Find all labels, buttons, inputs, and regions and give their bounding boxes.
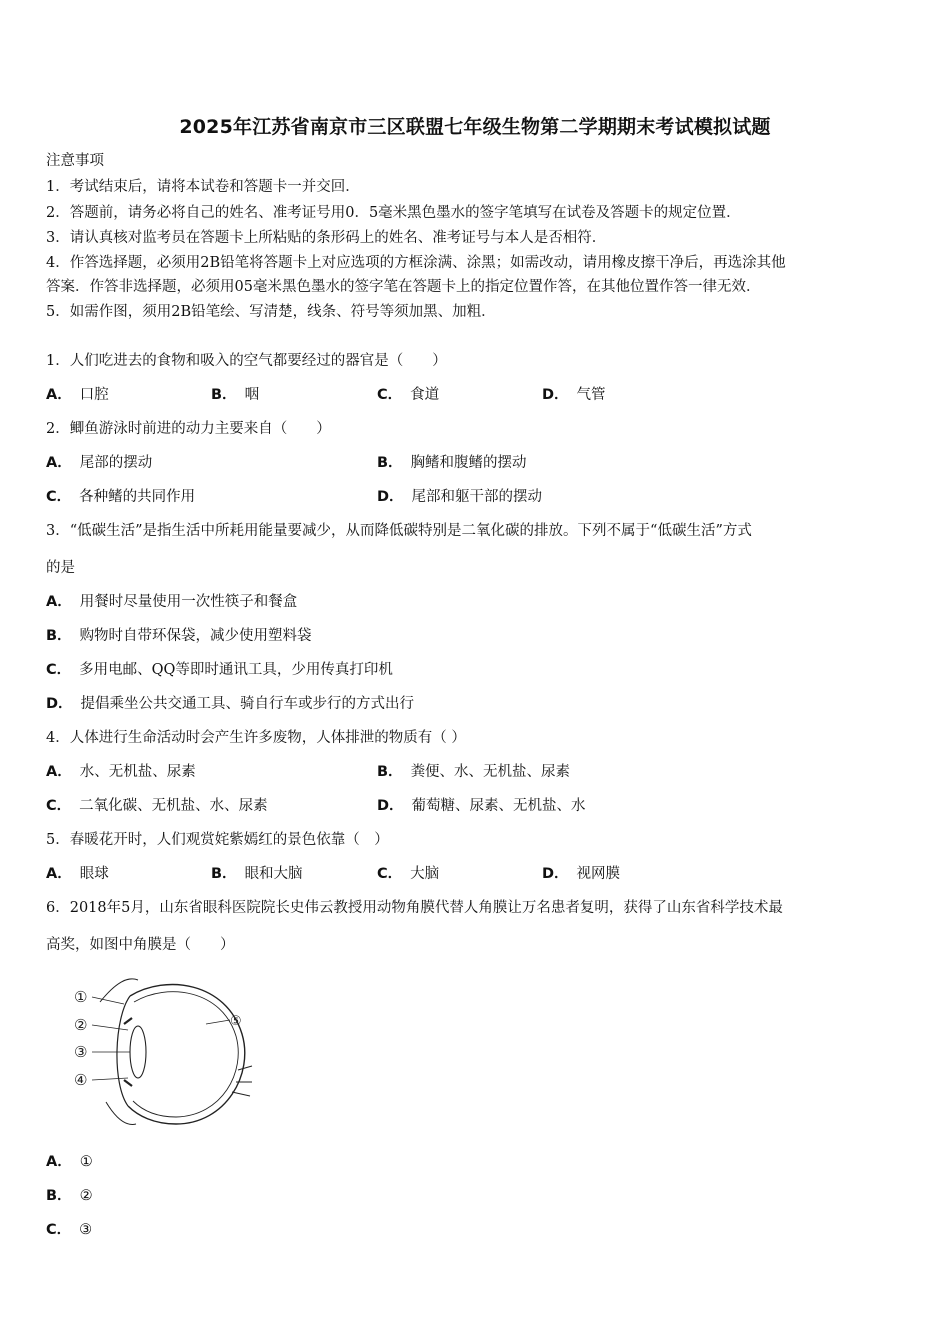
option-text: 胸鳍和腹鳍的摆动 [410,455,527,471]
option-key: B． [46,628,72,644]
notice-item: 1．考试结束后，请将本试卷和答题卡一并交回． [46,179,360,195]
figure-label: ④ [74,1071,88,1089]
option-text: 二氧化碳、无机盐、水、尿素 [79,798,268,814]
option-key: A． [46,594,72,610]
option-key: C． [46,1222,72,1238]
option-key: D． [542,387,569,403]
question-stem: 高奖，如图中角膜是（ ） [46,937,235,953]
eyelid-upper [100,979,138,1002]
option-key: B． [377,764,403,780]
option[interactable] [46,592,297,612]
option-key: A． [46,1154,72,1170]
option[interactable] [377,453,527,473]
option[interactable] [46,1152,93,1172]
question-stem: 4．人体进行生命活动时会产生许多废物，人体排泄的物质有（ ） [46,730,466,746]
option[interactable] [46,626,312,646]
option-text: 葡萄糖、尿素、无机盐、水 [411,798,586,814]
option[interactable] [46,385,109,405]
option-key: D． [377,489,404,505]
option[interactable] [377,385,439,405]
option-text: ① [79,1154,93,1170]
option-key: C． [377,866,403,882]
option[interactable] [46,762,196,782]
option-text: 多用电邮、QQ等即时通讯工具，少用传真打印机 [79,662,393,678]
question-stem: 3．“低碳生活”是指生活中所耗用能量要减少，从而降低碳特别是二氧化碳的排放。下列不属于“低碳生活”方式 [46,523,752,539]
option-key: C． [46,489,72,505]
eye-diagram [66,974,256,1134]
option-text: 咽 [244,387,260,403]
notice-item: 4．作答选择题，必须用2B铅笔将答题卡上对应选项的方框涂满、涂黑；如需改动，请用橡皮擦干净后，再选涂其他 [46,255,786,271]
option-text: 尾部的摆动 [79,455,153,471]
option-key: D． [377,798,404,814]
question-stem: 5．春暖花开时，人们观赏姹紫嫣红的景色依靠（ ） [46,832,389,848]
option[interactable] [46,660,393,680]
option-text: 眼球 [79,866,109,882]
option[interactable] [542,385,606,405]
option[interactable] [46,453,152,473]
figure-label: ③ [74,1043,88,1061]
option-key: A． [46,455,72,471]
option[interactable] [46,796,268,816]
option-text: 粪便、水、无机盐、尿素 [410,764,571,780]
option[interactable] [211,385,259,405]
option-text: 眼和大脑 [244,866,303,882]
notice-item: 3．请认真核对监考员在答题卡上所粘贴的条形码上的姓名、准考证号与本人是否相符． [46,230,607,246]
option-text: 各种鳍的共同作用 [79,489,196,505]
option-key: A． [46,866,72,882]
option[interactable] [377,762,570,782]
option[interactable] [211,864,303,884]
notice-heading: 注意事项 [46,153,104,169]
option-key: A． [46,764,72,780]
option-text: 大脑 [410,866,440,882]
option-key: A． [46,387,72,403]
figure-label: ② [74,1016,88,1034]
option[interactable] [46,864,109,884]
option-key: C． [46,798,72,814]
option-text: 视网膜 [576,866,621,882]
option-text: 口腔 [79,387,109,403]
option-text: 水、无机盐、尿素 [79,764,196,780]
option[interactable] [46,487,195,507]
option[interactable] [542,864,620,884]
lens-shape [130,1026,146,1078]
option-text: 提倡乘坐公共交通工具、骑自行车或步行的方式出行 [80,696,415,712]
notice-item: 2．答题前，请务必将自己的姓名、准考证号用0．5毫米黑色墨水的签字笔填写在试卷及答题卡的规定位置． [46,205,741,221]
option[interactable] [46,1186,93,1206]
option-text: 用餐时尽量使用一次性筷子和餐盒 [79,594,298,610]
option-key: B． [377,455,403,471]
option-key: B． [46,1188,72,1204]
option[interactable] [377,796,586,816]
eyeball-wall-inner [133,992,238,1117]
cornea-shape [117,996,130,1106]
option-text: 尾部和躯干部的摆动 [411,489,543,505]
option-key: C． [46,662,72,678]
page-title: 2025年江苏省南京市三区联盟七年级生物第二学期期末考试模拟试题 [179,116,771,138]
option[interactable] [46,694,414,714]
notice-item: 答案．作答非选择题，必须用05毫米黑色墨水的签字笔在答题卡上的指定位置作答，在其他位置作答一律无效． [46,279,761,295]
option-text: ② [79,1188,93,1204]
option-text: 气管 [576,387,606,403]
option[interactable] [46,1220,92,1240]
option-key: B． [211,866,237,882]
figure-label: ⑤ [230,1014,242,1029]
question-stem: 2．鲫鱼游泳时前进的动力主要来自（ ） [46,421,331,437]
notice-item: 5．如需作图，须用2B铅笔绘、写清楚，线条、符号等须加黑、加粗． [46,304,496,320]
option[interactable] [377,864,439,884]
option-key: C． [377,387,403,403]
option[interactable] [377,487,542,507]
option-text: 购物时自带环保袋，减少使用塑料袋 [79,628,312,644]
question-stem: 6．2018年5月，山东省眼科医院院长史伟云教授用动物角膜代替人角膜让万名患者复明，获得了山东省科学技术最 [46,900,783,916]
figure-label: ① [74,988,88,1006]
option-key: B． [211,387,237,403]
option-text: 食道 [410,387,440,403]
option-key: D． [542,866,569,882]
question-stem: 的是 [46,560,75,576]
option-key: D． [46,696,73,712]
eyelid-lower [106,1102,136,1124]
question-stem: 1．人们吃进去的食物和吸入的空气都要经过的器官是（ ） [46,353,447,369]
option-text: ③ [79,1222,93,1238]
